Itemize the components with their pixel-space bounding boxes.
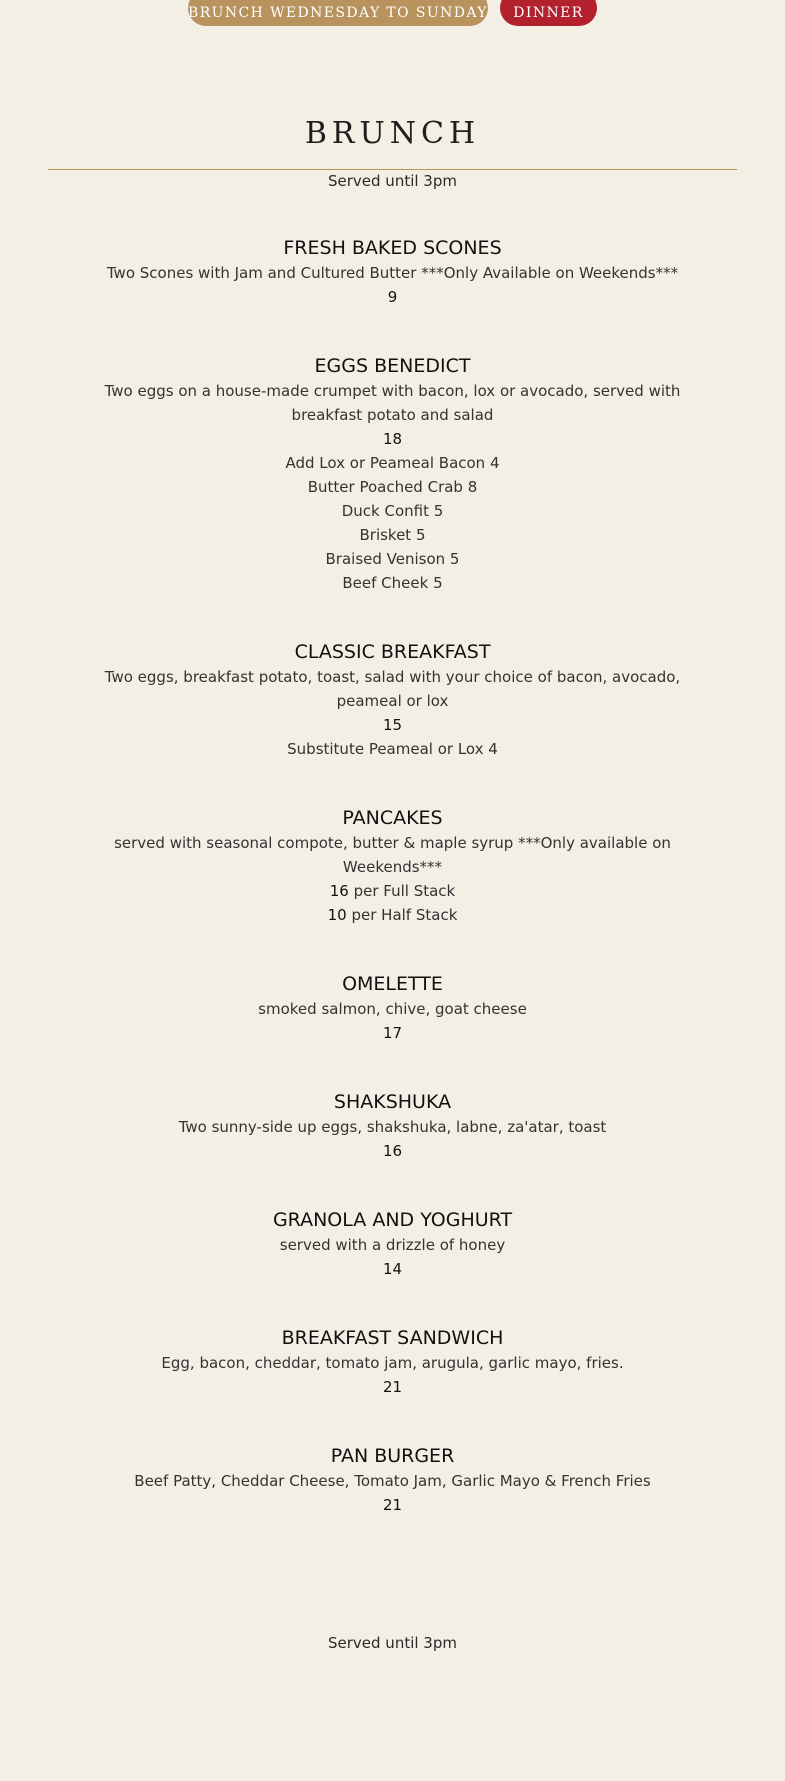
menu-item-pancakes [0, 805, 785, 927]
tab-brunch[interactable]: BRUNCH WEDNESDAY TO SUNDAY [188, 0, 488, 26]
item-name: FRESH BAKED SCONES [283, 237, 502, 259]
menu-item-classic-breakfast [0, 639, 785, 761]
item-name: OMELETTE [342, 973, 443, 995]
item-price-full-stack [0, 879, 785, 903]
item-addon: Butter Poached Crab 8 [307, 478, 478, 496]
item-description: Two eggs, breakfast potato, toast, salad with your choice of bacon, avocado, peameal or lox [104, 668, 681, 710]
item-name: GRANOLA AND YOGHURT [272, 1209, 513, 1231]
item-price: 16 [382, 1142, 403, 1160]
item-name: BREAKFAST SANDWICH [281, 1327, 504, 1349]
menu-item-granola-and-yoghurt [0, 1207, 785, 1281]
item-addon: Duck Confit 5 [341, 502, 444, 520]
menu-item-shakshuka [0, 1089, 785, 1163]
item-addon: Brisket 5 [359, 526, 426, 544]
item-description: Beef Patty, Cheddar Cheese, Tomato Jam, Garlic Mayo & French Fries [134, 1472, 651, 1490]
price-unit: per Half Stack [351, 906, 458, 924]
item-description: Egg, bacon, cheddar, tomato jam, arugula, garlic mayo, fries. [161, 1354, 624, 1372]
price-unit: per Full Stack [353, 882, 456, 900]
item-price: 21 [382, 1496, 403, 1514]
item-name: EGGS BENEDICT [314, 355, 471, 377]
item-price: 21 [382, 1378, 403, 1396]
item-name: PAN BURGER [330, 1445, 455, 1467]
price-amount: 16 [329, 882, 349, 900]
item-name: CLASSIC BREAKFAST [294, 641, 491, 663]
menu-item-eggs-benedict [0, 353, 785, 595]
item-name: PANCAKES [342, 807, 443, 829]
item-description: Two eggs on a house-made crumpet with bacon, lox or avocado, served with breakfast potato and salad [104, 382, 681, 424]
menu-item-fresh-baked-scones [0, 235, 785, 309]
item-price-half-stack [0, 903, 785, 927]
item-price: 18 [382, 430, 403, 448]
price-amount: 10 [327, 906, 347, 924]
item-addon: Braised Venison 5 [325, 550, 460, 568]
item-addon: Add Lox or Peameal Bacon 4 [285, 454, 500, 472]
item-name: SHAKSHUKA [333, 1091, 452, 1113]
item-description: served with seasonal compote, butter & maple syrup ***Only available on Weekends*** [114, 834, 671, 876]
menu-item-omelette [0, 971, 785, 1045]
menu-title: BRUNCH [304, 116, 481, 151]
item-description: smoked salmon, chive, goat cheese [258, 1000, 527, 1018]
item-description: Two Scones with Jam and Cultured Butter ***Only Available on Weekends*** [106, 264, 679, 282]
menu-item-pan-burger [0, 1443, 785, 1517]
title-divider [48, 169, 737, 170]
item-description: Two sunny-side up eggs, shakshuka, labne, za'atar, toast [178, 1118, 607, 1136]
item-price: 14 [382, 1260, 403, 1278]
item-addon: Substitute Peameal or Lox 4 [287, 740, 498, 758]
item-price: 15 [382, 716, 403, 734]
menu-item-breakfast-sandwich [0, 1325, 785, 1399]
item-price: 17 [382, 1024, 403, 1042]
served-note-top: Served until 3pm [328, 172, 457, 190]
item-addon: Beef Cheek 5 [342, 574, 443, 592]
tab-dinner[interactable]: DINNER [500, 0, 597, 26]
menu-tabs [0, 0, 785, 26]
served-note-bottom: Served until 3pm [328, 1634, 457, 1652]
item-description: served with a drizzle of honey [279, 1236, 506, 1254]
item-price: 9 [387, 288, 398, 306]
